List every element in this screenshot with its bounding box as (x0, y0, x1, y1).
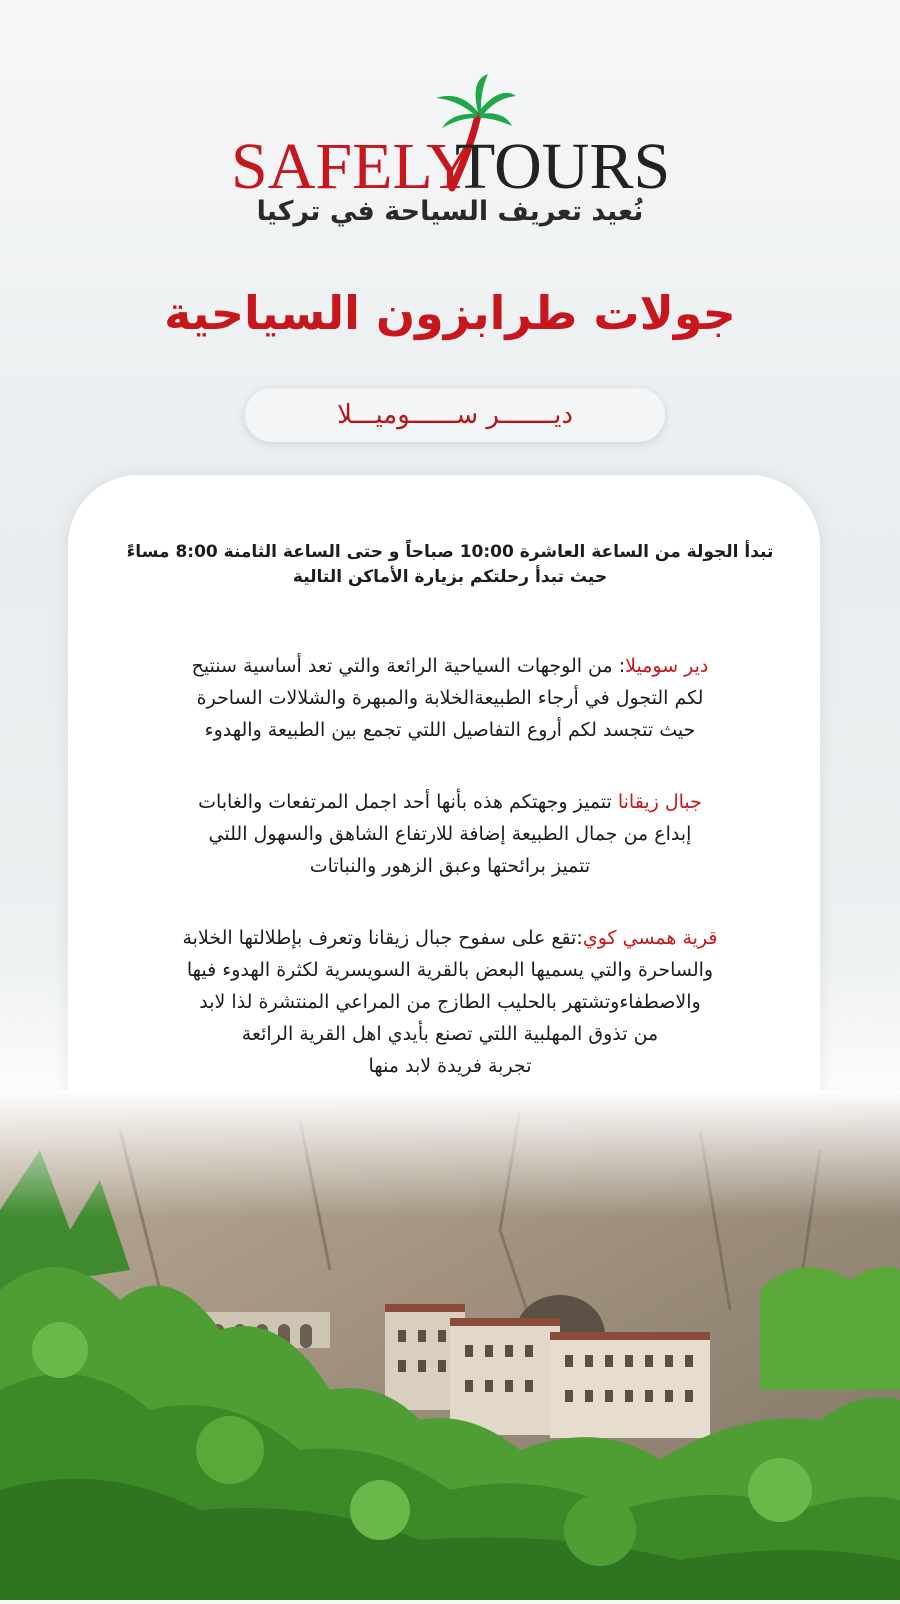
place-line: تجربة فريدة لابد منها (368, 1055, 532, 1077)
place-line: لكم التجول في أرجاء الطبيعةالخلابة والمبهرة والشلالات الساحرة (196, 687, 704, 709)
place-line: حيث تتجسد لكم أروع التفاصيل اللتي تجمع بين الطبيعة والهدوء (204, 719, 696, 741)
place-line: والاصطفاءوتشتهر بالحليب الطازج من المراعي المنتشرة لذا لابد (199, 991, 701, 1013)
place-line: والساحرة والتي يسميها البعض بالقرية السويسرية لكثرة الهدوء فيها (186, 959, 714, 981)
place-name: جبال زيقانا (617, 791, 702, 813)
intro-line-1: تبدأ الجولة من الساعة العاشرة 10:00 صباحاً و حتى الساعة الثامنة 8:00 مساءً (126, 542, 774, 562)
palm-logo-graphic (0, 70, 900, 200)
monastery-photo (0, 1090, 900, 1600)
place-line: تتميز برائحتها وعبق الزهور والنباتات (309, 855, 591, 877)
place-line: من تذوق المهلبية اللتي تصنع بأيدي اهل القرية الرائعة (241, 1023, 659, 1045)
place-zigana (100, 786, 800, 882)
subtitle-pill (245, 388, 665, 442)
place-line: إبداع من جمال الطبيعة إضافة للارتفاع الشاهق والسهول اللتي (208, 823, 692, 845)
place-line: : من الوجهات السياحية الرائعة والتي تعد أساسية سنتيح (191, 655, 626, 677)
place-hamsikoy (100, 922, 800, 1082)
intro-text (100, 540, 800, 590)
place-line: تتميز وجهتكم هذه بأنها أحد اجمل المرتفعات والغابات (198, 791, 618, 813)
place-line: :تقع على سفوح جبال زيقانا وتعرف بإطلالتها الخلابة (182, 927, 583, 949)
subtitle-pill-label: ديـــــــر ســــــوميـــلا (337, 400, 573, 430)
tour-description (100, 540, 800, 1155)
place-sumela (100, 650, 800, 746)
place-name: قرية همسي كوي (582, 927, 718, 949)
place-name: دير سوميلا (625, 655, 709, 677)
brand-name-dark: TOURS (455, 130, 671, 200)
intro-line-2: حيث تبدأ رحلتكم بزيارة الأماكن التالية (292, 567, 608, 587)
brand-name-red: SAFELY (231, 130, 474, 200)
brand-tagline: نُعيد تعريف السياحة في تركيا (256, 196, 644, 227)
page-title: جولات طرابزون السياحية (164, 286, 736, 340)
